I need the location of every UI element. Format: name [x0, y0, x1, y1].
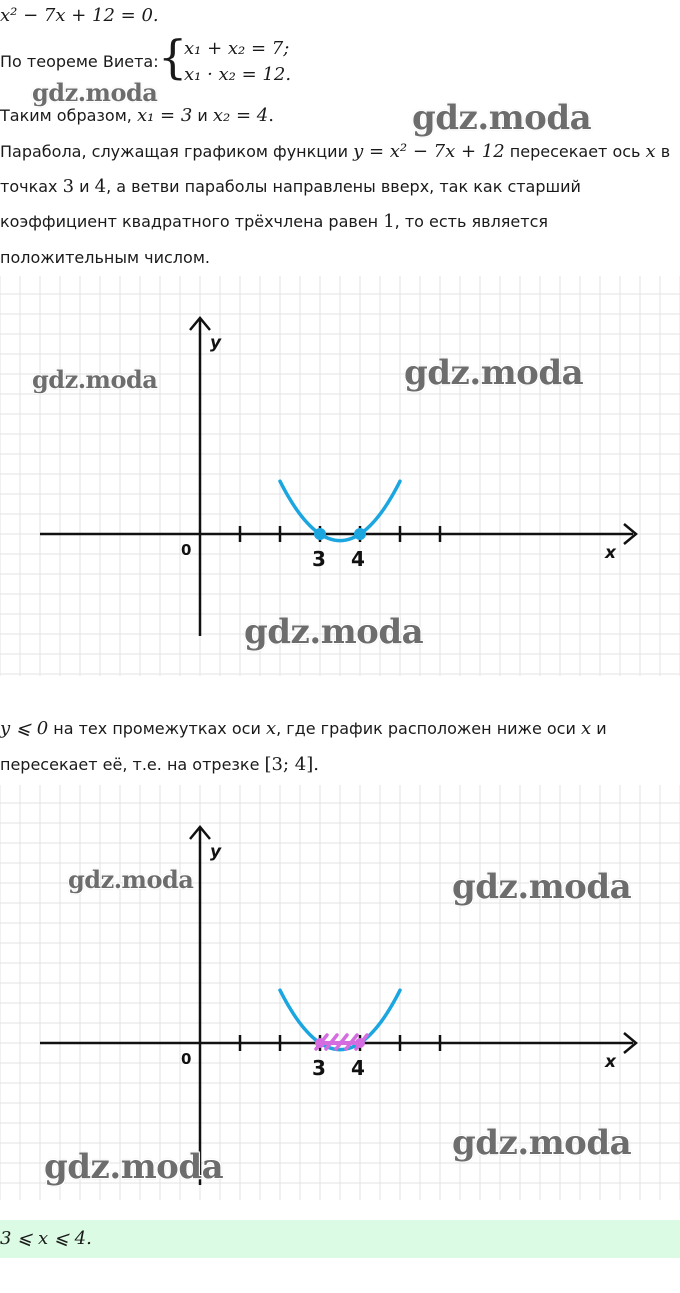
watermark-logo: gdz.moda: [404, 353, 584, 393]
root-x1: x₁ = 3: [136, 105, 193, 126]
watermark-logo: gdz.moda: [68, 865, 194, 894]
p1-num: 4: [94, 176, 107, 197]
p1-num: 3: [62, 176, 75, 197]
watermark-logo: gdz.moda: [412, 98, 592, 138]
interval: [3; 4]: [264, 754, 314, 775]
paragraph1-line4: положительным числом.: [0, 248, 210, 267]
p2-var-x: x: [580, 718, 592, 739]
watermark-logo: gdz.moda: [32, 365, 158, 394]
answer-box: [0, 1220, 680, 1258]
paragraph1-line3: [0, 212, 548, 232]
root-point-3: [314, 528, 326, 540]
vieta-product: x₁ · x₂ = 12.: [184, 64, 292, 85]
p2-text: и: [591, 719, 607, 738]
roots-and: и: [192, 106, 213, 125]
root-label-4: 4: [351, 1056, 365, 1080]
p2-text: на тех промежутках оси: [48, 719, 266, 738]
p1-text: , а ветви параболы направлены вверх, так как старший: [106, 177, 581, 196]
watermark-logo: gdz.moda: [452, 1123, 632, 1163]
p2-text: пересекает её, т.е. на отрезке: [0, 755, 265, 774]
paragraph1-line2: [0, 177, 581, 197]
root-label-4: 4: [351, 547, 365, 571]
equation-text: x² − 7x + 12 = 0.: [0, 5, 159, 26]
function-formula: y = x² − 7x + 12: [353, 141, 505, 162]
root-point-4: [354, 528, 366, 540]
p1-text: и: [74, 177, 95, 196]
p1-text: Парабола, служащая графиком функции: [0, 142, 354, 161]
paragraph2-line1: [0, 719, 607, 739]
origin-label: 0: [181, 1050, 192, 1068]
paragraph1-line1: [0, 142, 670, 162]
p2-var-x: x: [265, 718, 277, 739]
roots-line: [0, 106, 274, 126]
interval-endpoint-4: [355, 1038, 365, 1048]
roots-end: .: [268, 105, 274, 126]
answer-text: 3 ⩽ x ⩽ 4.: [0, 1228, 92, 1249]
equation: [0, 6, 159, 26]
inequality: y ⩽ 0: [0, 718, 49, 739]
y-axis-label: y: [210, 842, 222, 862]
watermark-logo: gdz.moda: [244, 612, 424, 652]
roots-prefix: Таким образом,: [0, 106, 137, 125]
p1-text: точках: [0, 177, 63, 196]
p1-text: в: [655, 142, 671, 161]
p1-num: 1: [383, 211, 395, 232]
p1-text: пересекает ось: [504, 142, 646, 161]
root-x2: x₂ = 4: [212, 105, 269, 126]
paragraph2-line2: [0, 755, 319, 775]
system-brace: {: [158, 30, 188, 84]
watermark-logo: gdz.moda: [32, 78, 158, 107]
p2-text: , где график расположен ниже оси: [276, 719, 581, 738]
origin-label: 0: [181, 541, 192, 559]
root-label-3: 3: [312, 1056, 326, 1080]
p1-text: , то есть является: [394, 212, 549, 231]
p2-text: .: [313, 754, 319, 775]
interval-endpoint-3: [315, 1038, 325, 1048]
x-axis-label: x: [605, 1052, 616, 1072]
p1-text: коэффициент квадратного трёхчлена равен: [0, 212, 384, 231]
watermark-logo: gdz.moda: [452, 867, 632, 907]
vieta-sum: x₁ + x₂ = 7;: [184, 38, 290, 59]
y-axis-label: y: [210, 333, 222, 353]
vieta-label: По теореме Виета:: [0, 52, 159, 71]
p1-var-x: x: [645, 141, 656, 162]
x-axis-label: x: [605, 543, 616, 563]
root-label-3: 3: [312, 547, 326, 571]
watermark-logo: gdz.moda: [44, 1147, 224, 1187]
